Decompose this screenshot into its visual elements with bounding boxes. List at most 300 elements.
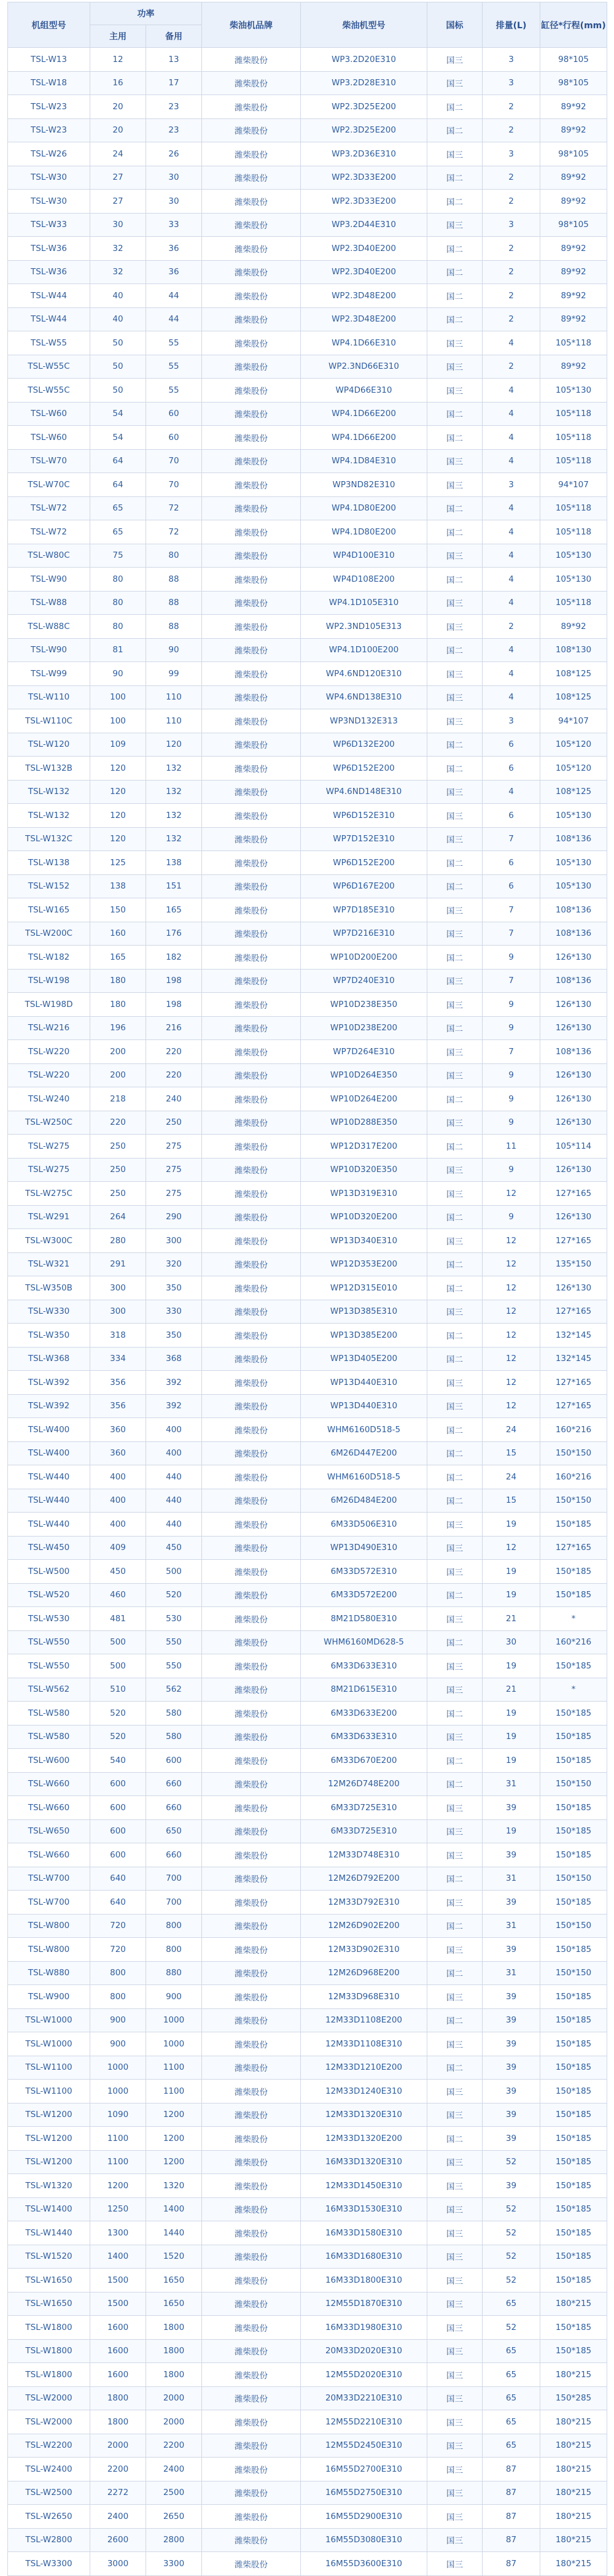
cell-brand: 潍柴股份 (202, 2056, 301, 2080)
table-row (8, 2008, 607, 2032)
cell-model: TSL-W392 (8, 1371, 90, 1395)
cell-main-power: 16 (90, 71, 146, 95)
cell-displacement: 39 (483, 1985, 540, 2009)
cell-standby-power: 26 (146, 142, 202, 166)
cell-standard: 国二 (427, 1252, 483, 1276)
cell-model: TSL-W220 (8, 1040, 90, 1064)
cell-model: TSL-W275 (8, 1135, 90, 1159)
cell-standard: 国三 (427, 355, 483, 379)
cell-bore-stroke: 150*185 (540, 1749, 607, 1773)
cell-main-power: 3000 (90, 2552, 146, 2576)
cell-engine-model: WP2.3D33E200 (301, 190, 427, 214)
cell-displacement: 9 (483, 1158, 540, 1182)
table-row (8, 402, 607, 426)
cell-displacement: 12 (483, 1371, 540, 1395)
table-row (8, 1016, 607, 1040)
cell-displacement: 52 (483, 2269, 540, 2293)
cell-model: TSL-W1320 (8, 2174, 90, 2198)
cell-model: TSL-W55C (8, 355, 90, 379)
cell-brand: 潍柴股份 (202, 1276, 301, 1300)
cell-bore-stroke: 127*165 (540, 1394, 607, 1418)
cell-engine-model: 12M33D1108E200 (301, 2008, 427, 2032)
cell-bore-stroke: 94*107 (540, 473, 607, 497)
cell-standard: 国二 (427, 307, 483, 331)
cell-standby-power: 132 (146, 804, 202, 828)
cell-engine-model: WP13D319E310 (301, 1182, 427, 1206)
cell-standby-power: 880 (146, 1961, 202, 1985)
cell-standard: 国三 (427, 922, 483, 946)
cell-bore-stroke: 127*165 (540, 1536, 607, 1560)
cell-model: TSL-W198 (8, 969, 90, 993)
cell-brand: 潍柴股份 (202, 827, 301, 851)
cell-main-power: 2272 (90, 2481, 146, 2505)
cell-standard: 国三 (427, 2505, 483, 2529)
header-power: 功率 (90, 2, 202, 25)
cell-model: TSL-W220 (8, 1063, 90, 1087)
cell-standby-power: 440 (146, 1489, 202, 1513)
cell-model: TSL-W350 (8, 1324, 90, 1348)
cell-brand: 潍柴股份 (202, 2481, 301, 2505)
cell-model: TSL-W70C (8, 473, 90, 497)
cell-engine-model: 6M26D484E200 (301, 1489, 427, 1513)
cell-main-power: 50 (90, 355, 146, 379)
cell-bore-stroke: 150*185 (540, 2127, 607, 2151)
header-standby: 备用 (146, 25, 202, 48)
cell-standby-power: 2650 (146, 2505, 202, 2529)
cell-standard: 国三 (427, 48, 483, 72)
cell-bore-stroke: 180*215 (540, 2434, 607, 2458)
cell-displacement: 39 (483, 2080, 540, 2104)
cell-bore-stroke: 89*92 (540, 166, 607, 190)
cell-engine-model: WP13D405E200 (301, 1347, 427, 1371)
cell-displacement: 39 (483, 2103, 540, 2127)
cell-standby-power: 392 (146, 1394, 202, 1418)
cell-standby-power: 520 (146, 1583, 202, 1607)
cell-engine-model: WP2.3D48E200 (301, 284, 427, 308)
table-row (8, 2056, 607, 2080)
cell-displacement: 3 (483, 473, 540, 497)
table-row (8, 2245, 607, 2269)
cell-model: TSL-W2400 (8, 2458, 90, 2482)
cell-bore-stroke: 180*215 (540, 2410, 607, 2434)
cell-displacement: 9 (483, 993, 540, 1017)
table-row (8, 1229, 607, 1253)
cell-brand: 潍柴股份 (202, 591, 301, 615)
cell-brand: 潍柴股份 (202, 237, 301, 261)
cell-engine-model: WP10D320E350 (301, 1158, 427, 1182)
table-row (8, 1489, 607, 1513)
cell-model: TSL-W23 (8, 95, 90, 119)
cell-brand: 潍柴股份 (202, 780, 301, 804)
table-row (8, 190, 607, 214)
table-row (8, 638, 607, 662)
cell-main-power: 80 (90, 591, 146, 615)
cell-brand: 潍柴股份 (202, 1418, 301, 1442)
header-displacement: 排量(L) (483, 2, 540, 48)
cell-standard: 国三 (427, 2245, 483, 2269)
cell-model: TSL-W550 (8, 1630, 90, 1654)
cell-brand: 潍柴股份 (202, 1607, 301, 1631)
cell-standard: 国三 (427, 804, 483, 828)
cell-main-power: 720 (90, 1914, 146, 1938)
cell-displacement: 9 (483, 1063, 540, 1087)
cell-main-power: 100 (90, 685, 146, 709)
table-row (8, 1111, 607, 1135)
generator-spec-table (7, 2, 607, 2576)
table-row (8, 2458, 607, 2482)
cell-displacement: 4 (483, 520, 540, 544)
cell-model: TSL-W182 (8, 946, 90, 970)
cell-bore-stroke: 98*105 (540, 48, 607, 72)
cell-main-power: 409 (90, 1536, 146, 1560)
cell-bore-stroke: 105*130 (540, 874, 607, 898)
cell-main-power: 200 (90, 1040, 146, 1064)
cell-model: TSL-W1100 (8, 2056, 90, 2080)
cell-standard: 国二 (427, 1324, 483, 1348)
cell-main-power: 481 (90, 1607, 146, 1631)
cell-engine-model: 12M33D1240E310 (301, 2080, 427, 2104)
cell-brand: 潍柴股份 (202, 2221, 301, 2245)
cell-standby-power: 350 (146, 1276, 202, 1300)
cell-displacement: 3 (483, 142, 540, 166)
cell-standby-power: 23 (146, 95, 202, 119)
cell-brand: 潍柴股份 (202, 615, 301, 639)
cell-brand: 潍柴股份 (202, 1938, 301, 1962)
cell-standby-power: 350 (146, 1324, 202, 1348)
cell-engine-model: 6M33D572E310 (301, 1560, 427, 1584)
cell-standard: 国三 (427, 1678, 483, 1702)
cell-model: TSL-W600 (8, 1749, 90, 1773)
cell-brand: 潍柴股份 (202, 1063, 301, 1087)
cell-main-power: 40 (90, 307, 146, 331)
cell-standby-power: 2800 (146, 2528, 202, 2552)
table-row (8, 2103, 607, 2127)
cell-engine-model: WP2.3D33E200 (301, 166, 427, 190)
cell-model: TSL-W18 (8, 71, 90, 95)
cell-brand: 潍柴股份 (202, 1796, 301, 1820)
cell-model: TSL-W562 (8, 1678, 90, 1702)
cell-brand: 潍柴股份 (202, 2292, 301, 2316)
cell-standard: 国二 (427, 1867, 483, 1891)
cell-model: TSL-W60 (8, 426, 90, 450)
cell-main-power: 1400 (90, 2245, 146, 2269)
cell-main-power: 1600 (90, 2316, 146, 2340)
table-row (8, 71, 607, 95)
cell-bore-stroke: 105*130 (540, 851, 607, 875)
cell-model: TSL-W350B (8, 1276, 90, 1300)
cell-standby-power: 1800 (146, 2339, 202, 2363)
cell-main-power: 1250 (90, 2197, 146, 2221)
cell-engine-model: 20M33D2210E310 (301, 2386, 427, 2410)
cell-displacement: 7 (483, 922, 540, 946)
cell-main-power: 300 (90, 1300, 146, 1324)
cell-brand: 潍柴股份 (202, 190, 301, 214)
table-row (8, 118, 607, 142)
cell-bore-stroke: 126*130 (540, 1087, 607, 1111)
cell-standard: 国三 (427, 2481, 483, 2505)
cell-bore-stroke: 150*185 (540, 2150, 607, 2174)
cell-displacement: 52 (483, 2197, 540, 2221)
cell-brand: 潍柴股份 (202, 993, 301, 1017)
cell-main-power: 218 (90, 1087, 146, 1111)
cell-displacement: 7 (483, 827, 540, 851)
cell-brand: 潍柴股份 (202, 1182, 301, 1206)
cell-standby-power: 182 (146, 946, 202, 970)
table-row (8, 2197, 607, 2221)
cell-bore-stroke: 105*114 (540, 1135, 607, 1159)
cell-standby-power: 450 (146, 1536, 202, 1560)
cell-bore-stroke: 108*130 (540, 638, 607, 662)
cell-standby-power: 55 (146, 331, 202, 355)
cell-bore-stroke: 127*165 (540, 1371, 607, 1395)
cell-bore-stroke: 89*92 (540, 355, 607, 379)
cell-model: TSL-W1800 (8, 2363, 90, 2387)
cell-main-power: 400 (90, 1513, 146, 1537)
cell-model: TSL-W30 (8, 166, 90, 190)
cell-displacement: 39 (483, 2174, 540, 2198)
cell-displacement: 4 (483, 568, 540, 592)
cell-model: TSL-W1000 (8, 2008, 90, 2032)
cell-standard: 国二 (427, 1135, 483, 1159)
cell-engine-model: 6M33D633E310 (301, 1725, 427, 1749)
cell-standard: 国三 (427, 685, 483, 709)
cell-displacement: 39 (483, 1796, 540, 1820)
cell-engine-model: WP3.2D20E310 (301, 48, 427, 72)
cell-model: TSL-W500 (8, 1560, 90, 1584)
cell-brand: 潍柴股份 (202, 638, 301, 662)
cell-standard: 国三 (427, 331, 483, 355)
cell-standby-power: 3300 (146, 2552, 202, 2576)
cell-brand: 潍柴股份 (202, 426, 301, 450)
cell-standby-power: 300 (146, 1229, 202, 1253)
cell-displacement: 2 (483, 307, 540, 331)
table-row (8, 1394, 607, 1418)
cell-standard: 国二 (427, 237, 483, 261)
cell-bore-stroke: 89*92 (540, 307, 607, 331)
cell-engine-model: 12M26D792E200 (301, 1867, 427, 1891)
cell-model: TSL-W700 (8, 1891, 90, 1915)
cell-displacement: 4 (483, 662, 540, 686)
table-row (8, 1513, 607, 1537)
cell-brand: 潍柴股份 (202, 2458, 301, 2482)
cell-displacement: 4 (483, 449, 540, 473)
cell-main-power: 1500 (90, 2269, 146, 2293)
cell-bore-stroke: * (540, 1678, 607, 1702)
cell-main-power: 40 (90, 284, 146, 308)
cell-model: TSL-W800 (8, 1938, 90, 1962)
cell-standard: 国三 (427, 591, 483, 615)
cell-main-power: 2000 (90, 2434, 146, 2458)
cell-model: TSL-W44 (8, 284, 90, 308)
cell-displacement: 9 (483, 946, 540, 970)
cell-displacement: 87 (483, 2481, 540, 2505)
cell-displacement: 2 (483, 118, 540, 142)
cell-displacement: 2 (483, 95, 540, 119)
cell-standby-power: 2000 (146, 2386, 202, 2410)
cell-displacement: 3 (483, 213, 540, 237)
cell-bore-stroke: 108*125 (540, 685, 607, 709)
table-row (8, 1300, 607, 1324)
cell-engine-model: 12M55D1870E310 (301, 2292, 427, 2316)
cell-brand: 潍柴股份 (202, 166, 301, 190)
cell-engine-model: WP6D152E310 (301, 804, 427, 828)
cell-bore-stroke: 150*185 (540, 1560, 607, 1584)
cell-model: TSL-W44 (8, 307, 90, 331)
table-row (8, 993, 607, 1017)
cell-model: TSL-W55 (8, 331, 90, 355)
cell-engine-model: WP10D320E200 (301, 1205, 427, 1229)
cell-main-power: 64 (90, 473, 146, 497)
table-row (8, 1536, 607, 1560)
cell-engine-model: 12M55D2020E310 (301, 2363, 427, 2387)
cell-model: TSL-W36 (8, 260, 90, 284)
cell-standby-power: 33 (146, 213, 202, 237)
cell-model: TSL-W165 (8, 898, 90, 922)
cell-brand: 潍柴股份 (202, 568, 301, 592)
cell-model: TSL-W520 (8, 1583, 90, 1607)
cell-engine-model: WP7D240E310 (301, 969, 427, 993)
cell-model: TSL-W650 (8, 1819, 90, 1843)
cell-bore-stroke: 105*118 (540, 426, 607, 450)
cell-brand: 潍柴股份 (202, 1135, 301, 1159)
table-row (8, 544, 607, 568)
table-row (8, 1418, 607, 1442)
cell-model: TSL-W88 (8, 591, 90, 615)
cell-bore-stroke: 180*215 (540, 2363, 607, 2387)
cell-main-power: 600 (90, 1772, 146, 1796)
cell-bore-stroke: 105*120 (540, 757, 607, 781)
cell-engine-model: 16M33D1530E310 (301, 2197, 427, 2221)
table-row (8, 1819, 607, 1843)
cell-standard: 国三 (427, 1725, 483, 1749)
cell-standby-power: 23 (146, 118, 202, 142)
cell-main-power: 120 (90, 804, 146, 828)
cell-engine-model: WP4D108E200 (301, 568, 427, 592)
cell-standby-power: 36 (146, 260, 202, 284)
cell-brand: 潍柴股份 (202, 1985, 301, 2009)
cell-displacement: 2 (483, 355, 540, 379)
cell-standby-power: 70 (146, 449, 202, 473)
cell-model: TSL-W70 (8, 449, 90, 473)
cell-engine-model: WP13D385E310 (301, 1300, 427, 1324)
cell-standby-power: 88 (146, 591, 202, 615)
cell-main-power: 20 (90, 95, 146, 119)
cell-displacement: 31 (483, 1961, 540, 1985)
cell-engine-model: WP10D238E350 (301, 993, 427, 1017)
cell-engine-model: 12M33D792E310 (301, 1891, 427, 1915)
cell-engine-model: WP3.2D44E310 (301, 213, 427, 237)
cell-engine-model: WP10D264E350 (301, 1063, 427, 1087)
cell-displacement: 39 (483, 2032, 540, 2056)
cell-bore-stroke: 180*215 (540, 2458, 607, 2482)
cell-standby-power: 660 (146, 1843, 202, 1867)
cell-brand: 潍柴股份 (202, 1371, 301, 1395)
cell-main-power: 1600 (90, 2339, 146, 2363)
cell-brand: 潍柴股份 (202, 284, 301, 308)
table-row (8, 520, 607, 544)
cell-bore-stroke: 98*105 (540, 71, 607, 95)
cell-model: TSL-W132 (8, 804, 90, 828)
cell-standby-power: 800 (146, 1938, 202, 1962)
cell-standard: 国三 (427, 213, 483, 237)
table-row (8, 2292, 607, 2316)
cell-main-power: 720 (90, 1938, 146, 1962)
cell-bore-stroke: 150*185 (540, 2008, 607, 2032)
cell-standby-power: 198 (146, 969, 202, 993)
table-row (8, 1607, 607, 1631)
cell-standby-power: 330 (146, 1300, 202, 1324)
cell-bore-stroke: 180*215 (540, 2505, 607, 2529)
cell-bore-stroke: 94*107 (540, 709, 607, 733)
cell-model: TSL-W250C (8, 1111, 90, 1135)
cell-model: TSL-W55C (8, 379, 90, 403)
cell-brand: 潍柴股份 (202, 1513, 301, 1537)
cell-standard: 国二 (427, 2056, 483, 2080)
cell-bore-stroke: 150*185 (540, 2056, 607, 2080)
cell-standby-power: 2000 (146, 2410, 202, 2434)
table-row (8, 213, 607, 237)
cell-model: TSL-W580 (8, 1702, 90, 1726)
cell-standard: 国三 (427, 1063, 483, 1087)
cell-standard: 国三 (427, 2410, 483, 2434)
cell-model: TSL-W3300 (8, 2552, 90, 2576)
cell-standard: 国二 (427, 402, 483, 426)
cell-model: TSL-W275C (8, 1182, 90, 1206)
cell-displacement: 3 (483, 71, 540, 95)
cell-model: TSL-W392 (8, 1394, 90, 1418)
cell-standard: 国二 (427, 1772, 483, 1796)
cell-standby-power: 72 (146, 496, 202, 520)
cell-displacement: 4 (483, 331, 540, 355)
cell-standby-power: 530 (146, 1607, 202, 1631)
cell-brand: 潍柴股份 (202, 260, 301, 284)
cell-bore-stroke: 108*136 (540, 898, 607, 922)
cell-engine-model: 8M21D580E310 (301, 1607, 427, 1631)
cell-standby-power: 176 (146, 922, 202, 946)
cell-main-power: 64 (90, 449, 146, 473)
cell-standby-power: 151 (146, 874, 202, 898)
cell-displacement: 39 (483, 2008, 540, 2032)
cell-standard: 国三 (427, 1158, 483, 1182)
table-row (8, 2269, 607, 2293)
cell-model: TSL-W1000 (8, 2032, 90, 2056)
cell-standby-power: 60 (146, 426, 202, 450)
cell-standby-power: 110 (146, 709, 202, 733)
cell-standard: 国三 (427, 379, 483, 403)
cell-displacement: 2 (483, 615, 540, 639)
cell-main-power: 460 (90, 1583, 146, 1607)
cell-brand: 潍柴股份 (202, 1749, 301, 1773)
header-brand: 柴油机品牌 (202, 2, 301, 48)
cell-standard: 国三 (427, 2386, 483, 2410)
cell-main-power: 109 (90, 733, 146, 757)
cell-displacement: 6 (483, 733, 540, 757)
cell-standby-power: 30 (146, 190, 202, 214)
cell-main-power: 1500 (90, 2292, 146, 2316)
cell-model: TSL-W23 (8, 118, 90, 142)
cell-bore-stroke: 150*185 (540, 2269, 607, 2293)
cell-standby-power: 17 (146, 71, 202, 95)
cell-model: TSL-W33 (8, 213, 90, 237)
cell-model: TSL-W240 (8, 1087, 90, 1111)
cell-model: TSL-W700 (8, 1867, 90, 1891)
cell-brand: 潍柴股份 (202, 48, 301, 72)
cell-standby-power: 80 (146, 544, 202, 568)
cell-engine-model: WP7D264E310 (301, 1040, 427, 1064)
cell-standard: 国二 (427, 1914, 483, 1938)
table-row (8, 1560, 607, 1584)
cell-engine-model: WP10D200E200 (301, 946, 427, 970)
